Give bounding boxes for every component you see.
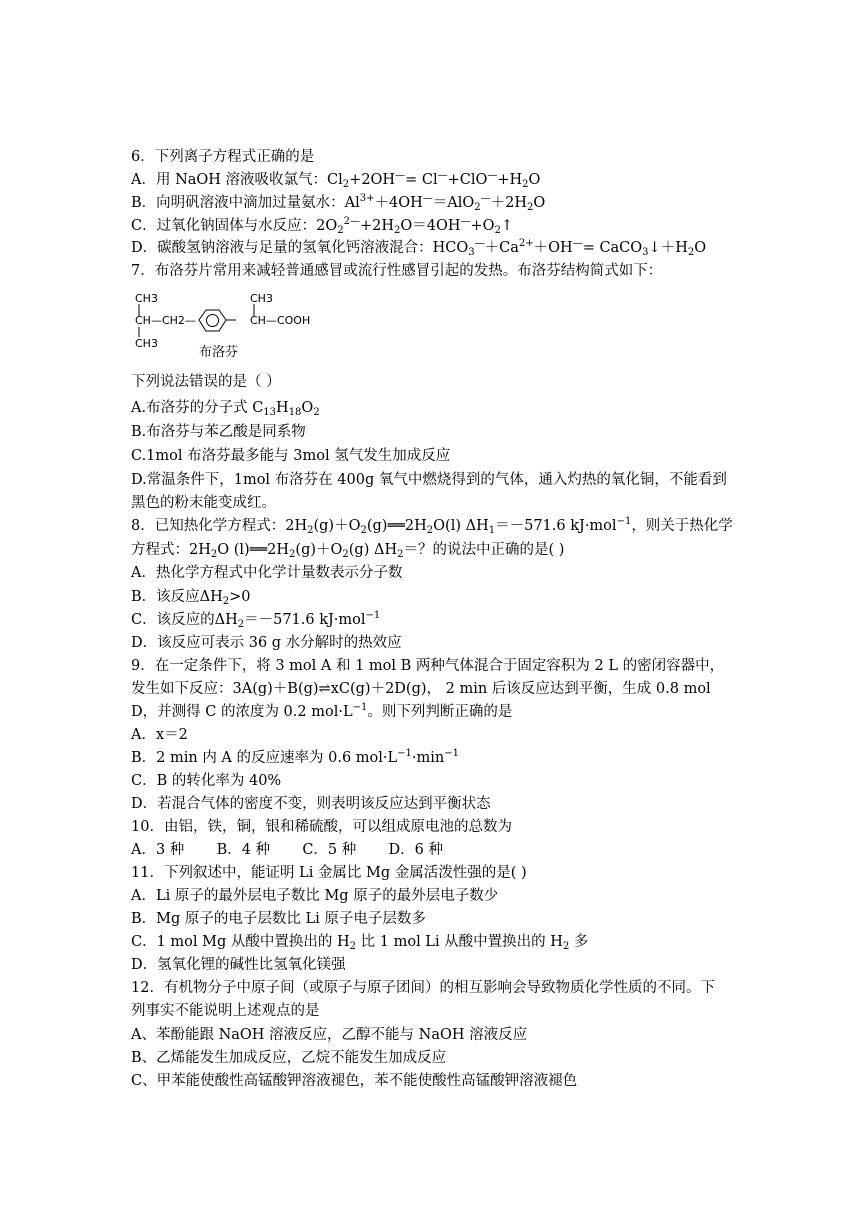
q12-stem-line2: 列事实不能说明上述观点的是 <box>131 1003 320 1019</box>
struct-ch3-bottom: CH3 <box>135 337 158 350</box>
q11-stem: 11．下列叙述中，能证明 Li 金属比 Mg 金属活泼性强的是( ) <box>131 865 527 881</box>
q8-option-d: D．该反应可表示 36 g 水分解时的热效应 <box>131 635 402 651</box>
q9-option-a: A．x＝2 <box>131 727 188 743</box>
q7-question: 下列说法错误的是（ ） <box>131 374 281 390</box>
ibuprofen-structure <box>131 290 331 362</box>
q7-option-d-line2: 黑色的粉末能变成红。 <box>131 495 276 511</box>
q11-option-b: B．Mg 原子的电子层数比 Li 原子电子层数多 <box>131 911 426 927</box>
q7-option-a: A.布洛芬的分子式 $C_{13}H_{18}O_2$ <box>131 400 320 418</box>
struct-right-ch3: CH3 <box>250 292 273 305</box>
struct-ch-chain: CH—CH2— <box>135 314 196 327</box>
q6-option-c: C．过氧化钠固体与水反应：$2O_2^{2—}+2H_2O=4OH^—+O_2↑$ <box>131 216 514 236</box>
q8-option-b: B．该反应$\Delta H_2>0$ <box>131 589 251 607</box>
q8-option-c: C．该反应的$\Delta H_2=-571.6$ kJ·mol$^{-1}$ <box>131 610 381 630</box>
struct-name: 布洛芬 <box>199 345 239 360</box>
q7-option-d-line1: D.常温条件下，1mol 布洛芬在 400g 氧气中燃烧得到的气体，通入灼热的氧化铜，不能看到 <box>131 472 727 488</box>
q8-stem-line2: 方程式：$2H_2O$ $(l)══2H_2(g)+O_2(g)$ $\Delta H_2=$？的说法中正确的是( ) <box>131 542 565 560</box>
q10-options: A．3 种 B．4 种 C．5 种 D．6 种 <box>131 842 443 858</box>
q9-option-c: C．B 的转化率为 40% <box>131 773 282 789</box>
q12-option-c: C、甲苯能使酸性高锰酸钾溶液褪色，苯不能使酸性高锰酸钾溶液褪色 <box>131 1073 578 1089</box>
equilibrium-arrow-icon: ⇌ <box>318 681 331 697</box>
q11-option-c: C．1 mol Mg 从酸中置换出的 $H_2$ 比 1 mol Li 从酸中置换出的 $H_2$ 多 <box>131 934 589 952</box>
q6-option-a: A．用 NaOH 溶液吸收氯气：$Cl_2+2OH^—= Cl^—+ClO^—+H_2O$ <box>131 170 541 190</box>
q7-option-c: C.1mol 布洛芬最多能与 3mol 氢气发生加成反应 <box>131 448 451 464</box>
q9-stem-line2: 发生如下反应：3A(g)＋B(g)⇌xC(g)＋2D(g)， 2 min 后该反应达到平衡，生成 0.8 mol <box>131 681 711 697</box>
q9-option-b: B．2 min 内 A 的反应速率为 0.6 $mol\cdot L^{-1}\cdot\min^{-1}$ <box>131 748 459 766</box>
q7-stem: 7．布洛芬片常用来减轻普通感冒或流行性感冒引起的发热。布洛芬结构简式如下： <box>131 263 663 279</box>
q6-stem: 6．下列离子方程式正确的是 <box>131 149 315 165</box>
q11-option-d: D．氢氧化锂的碱性比氢氧化镁强 <box>131 957 346 973</box>
q8-option-a: A．热化学方程式中化学计量数表示分子数 <box>131 565 403 581</box>
q9-stem-line1: 9．在一定条件下，将 3 mol A 和 1 mol B 两种气体混合于固定容积为 2 L 的密闭容器中， <box>131 658 725 674</box>
struct-right-chain: CH—COOH <box>250 314 311 327</box>
q11-option-a: A．Li 原子的最外层电子数比 Mg 原子的最外层电子数少 <box>131 888 499 904</box>
benzene-ring-icon <box>199 310 226 331</box>
q9-stem-line3: D，并测得 C 的浓度为 0.2 $mol\cdot L^{-1}$。则下列判断正确的是 <box>131 702 513 720</box>
struct-ch3-top: CH3 <box>135 292 158 305</box>
q8-stem-line1: 8．已知热化学方程式：$2H_2(g)+O_2(g)══2H_2O(l)$ $\Delta H_1=-571.6$ kJ·mol$^{-1}$，则关于热化学 <box>131 516 733 536</box>
q10-stem: 10．由铝，铁，铜，银和稀硫酸，可以组成原电池的总数为 <box>131 819 512 835</box>
q6-option-d: D．碳酸氢钠溶液与足量的氢氧化钙溶液混合：$HCO_3^—+Ca^{2+}+OH^—=$ $CaCO_3↓+H_2O$ <box>131 238 707 258</box>
q7-option-b: B.布洛芬与苯乙酸是同系物 <box>131 424 306 440</box>
q12-stem-line1: 12．有机物分子中原子间（或原子与原子团间）的相互影响会导致物质化学性质的不同。下 <box>131 980 715 996</box>
q12-option-b: B、乙烯能发生加成反应，乙烷不能发生加成反应 <box>131 1050 447 1066</box>
q6-option-b: B．向明矾溶液中滴加过量氨水：$Al^{3+}+4OH^—=AlO_2^—+2H_2O$ <box>131 193 546 213</box>
q12-option-a: A、苯酚能跟 NaOH 溶液反应，乙醇不能与 NaOH 溶液反应 <box>131 1027 528 1043</box>
q9-option-d: D．若混合气体的密度不变，则表明该反应达到平衡状态 <box>131 796 491 812</box>
